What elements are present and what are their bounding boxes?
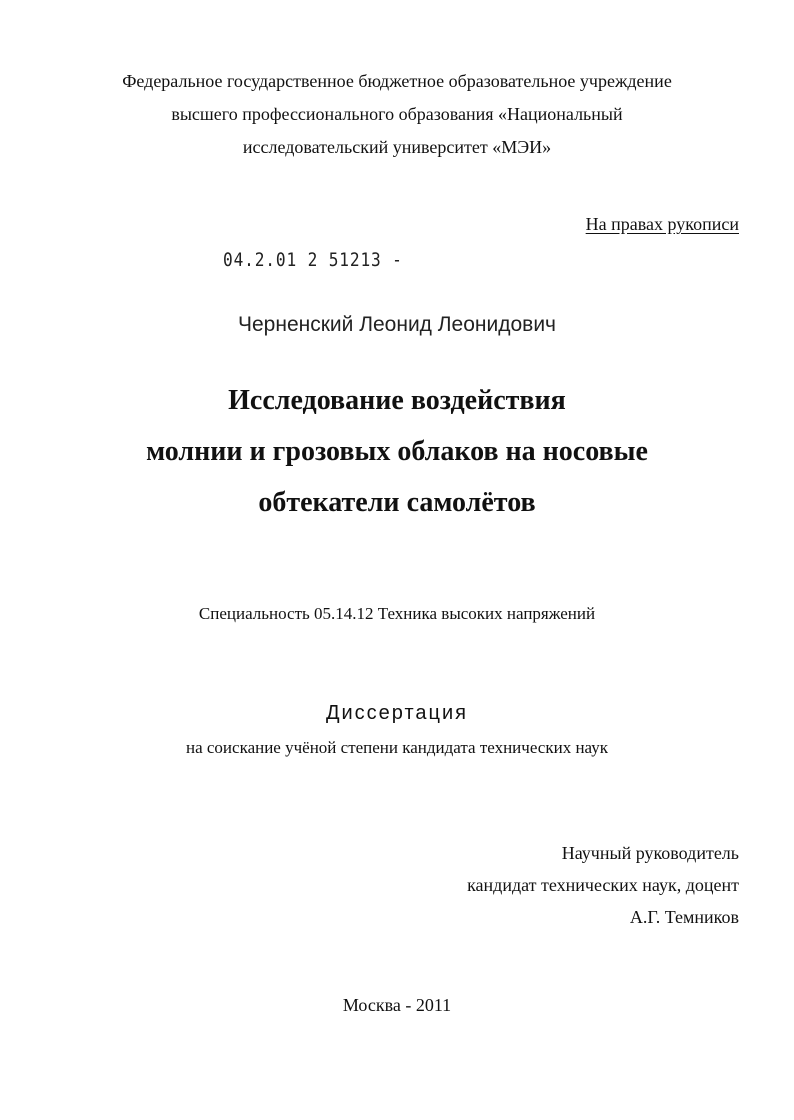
institution-line-3: исследовательский университет «МЭИ»: [242, 137, 552, 157]
specialty: Специальность 05.14.12 Техника высоких напряжений: [198, 604, 596, 623]
institution-line-2: высшего профессионального образования «Национальный: [171, 104, 623, 124]
supervisor-role: Научный руководитель: [561, 843, 739, 863]
degree-line: на соискание учёной степени кандидата технических наук: [185, 738, 608, 757]
thesis-title-line-3: обтекатели самолётов: [258, 487, 536, 518]
supervisor-name: А.Г. Темников: [629, 907, 739, 927]
city-year: Москва - 2011: [342, 995, 452, 1015]
manuscript-note: На правах рукописи: [585, 214, 739, 234]
registration-stamp: 04.2.01 2 51213 -: [223, 249, 403, 271]
thesis-title-line-1: Исследование воздействия: [228, 385, 566, 416]
institution-line-1: Федеральное государственное бюджетное образовательное учреждение: [122, 71, 672, 91]
author-name: Черненский Леонид Леонидович: [238, 313, 556, 336]
document-type: Диссертация: [325, 702, 469, 724]
thesis-title-line-2: молнии и грозовых облаков на носовые: [146, 436, 648, 467]
supervisor-title: кандидат технических наук, доцент: [467, 875, 739, 895]
